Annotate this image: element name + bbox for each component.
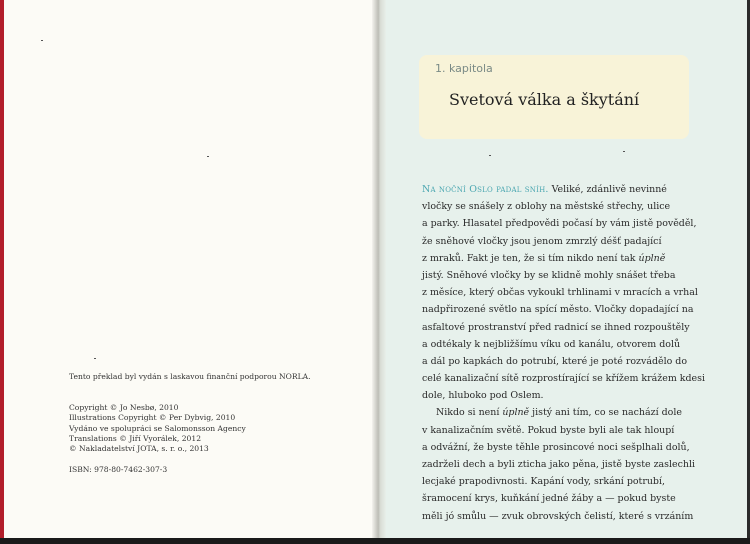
copyright-credits	[69, 403, 369, 454]
page-speck	[489, 155, 491, 156]
chapter-label: 1. kapitola	[435, 62, 493, 75]
text-line: dole, hluboko pod Oslem.	[422, 390, 544, 402]
page-speck	[623, 151, 625, 152]
isbn: ISBN: 978-80-7462-307-3	[69, 465, 168, 474]
text-line: nadpřirozené světlo na spící město. Vločky dopadající na	[422, 304, 694, 316]
text-line: zadrželi dech a byli zticha jako pěna, jistě byste zaslechli	[422, 459, 696, 470]
text-line: celé kanalizační sítě rozprostírající se křížem krážem kdesi	[422, 373, 705, 385]
book-bottom-edge	[0, 538, 750, 544]
text-line: Na noční Oslo padal sníh. Veliké, zdánlivě nevinné	[422, 184, 667, 195]
credit-line: Copyright © Jo Nesbø, 2010	[69, 403, 179, 412]
imprint-note: Tento překlad byl vydán s laskavou finanční podporou NORLA.	[69, 372, 311, 381]
text-line: asfaltové prostranství před radnicí se ihned rozpouštěly	[422, 321, 690, 333]
emphasis: úplně	[502, 407, 530, 419]
credit-line: Illustrations Copyright © Per Dybvig, 2010	[69, 413, 236, 423]
text-line: a odvážní, že byste těhle prosincové noci sešplhali dolů,	[422, 441, 690, 453]
text-line: Nikdo si není úplně jistý ani tím, co se nachází dole	[436, 407, 682, 419]
book-gutter	[372, 0, 386, 544]
page-speck	[41, 40, 43, 41]
lead-in: Na noční Oslo padal sníh.	[422, 184, 549, 195]
text-line: z mraků. Fakt je ten, že si tím nikdo není tak úplně	[422, 252, 666, 264]
page-speck	[207, 156, 209, 157]
text-line: a dál po kapkách do potrubí, které je poté rozvádělo do	[422, 355, 687, 367]
text-line: z měsíce, který občas vykoukl trhlinami v mracích a vrhal	[422, 287, 698, 299]
chapter-title: Svetová válka a škytání	[449, 90, 640, 109]
credit-line: © Nakladatelství JOTA, s. r. o., 2013	[69, 444, 209, 454]
text-line: měli jó smůlu — zvuk obrovských čelistí, které s vrzáním	[422, 510, 694, 522]
text-line: šramocení krys, kuňkání jedné žáby a — pokud byste	[422, 493, 676, 505]
emphasis: úplně	[638, 252, 666, 264]
credit-line: Vydáno ve spolupráci se Salomonsson Agency	[69, 423, 246, 433]
text-line: a parky. Hlasatel předpovědi počasí by vám jistě pověděl,	[422, 218, 697, 230]
text-line: v kanalizačním světě. Pokud byste byli ale tak hloupí	[422, 424, 675, 436]
text-line: a odtékaly k nejbližšímu víku od kanálu, otvorem dolů	[422, 338, 681, 350]
text-line: že sněhové vločky jsou jenom zmrzlý déšť padající	[422, 235, 662, 247]
chapter-heading-box	[419, 55, 689, 139]
credit-line: Translations © Jiří Vyorálek, 2012	[69, 433, 202, 443]
text-line: lecjaké prapodivnosti. Kapání vody, srkání potrubí,	[422, 476, 665, 488]
page-speck	[94, 358, 96, 359]
chapter-body-text	[422, 181, 705, 525]
left-page	[4, 0, 376, 544]
text-line: jistý. Sněhové vločky by se klidně mohly snášet třeba	[422, 269, 676, 281]
text-line: vločky se snášely z oblohy na městské střechy, ulice	[422, 201, 671, 213]
